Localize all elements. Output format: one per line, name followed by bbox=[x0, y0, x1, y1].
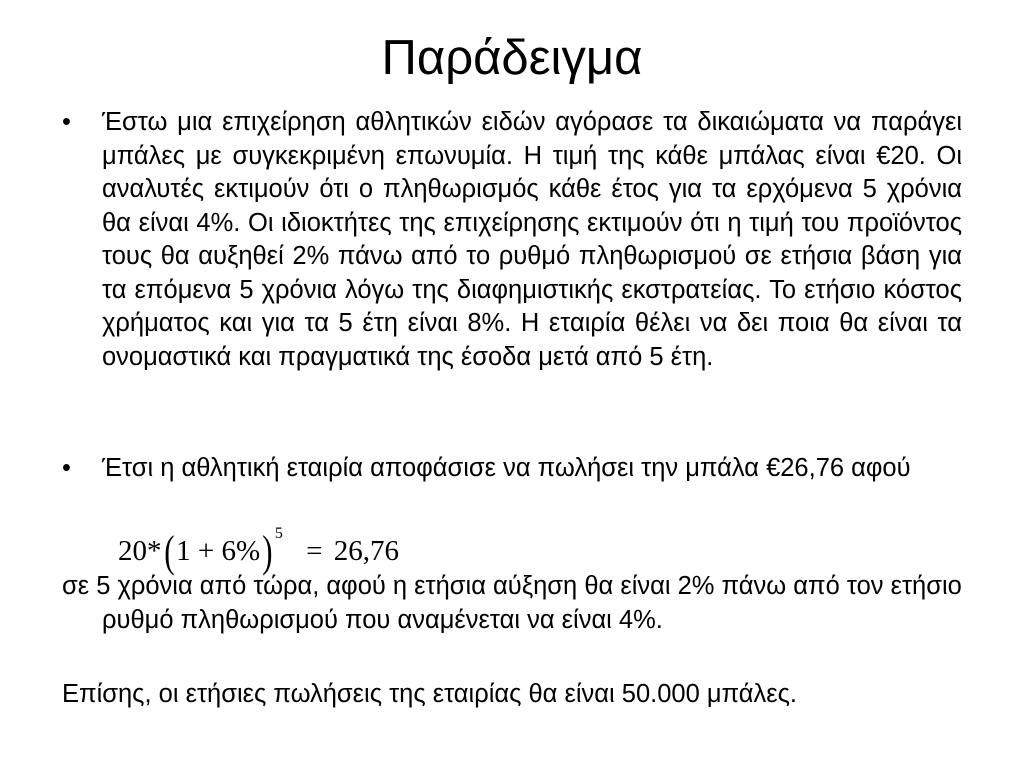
formula-times: * bbox=[147, 535, 162, 567]
continuation-text: σε 5 χρόνια από τώρα, αφού η ετήσια αύξηση θα είναι 2% πάνω από τον ετήσιο ρυθμό πληθωρισμού που αναμένεται να είναι 4%. bbox=[62, 572, 962, 634]
formula-exponent: 5 bbox=[274, 525, 283, 542]
bullet-icon: • bbox=[62, 108, 71, 136]
formula-equals: = bbox=[306, 535, 323, 567]
bullet-text-2: Έτσι η αθλητική εταιρία αποφάσισε να πωλήσει την μπάλα €26,76 αφού bbox=[102, 454, 911, 482]
bullet-icon: • bbox=[62, 454, 71, 482]
slide-title: Παράδειγμα bbox=[381, 31, 643, 85]
formula-open-paren: ( bbox=[163, 527, 174, 576]
formula-inner: 1 + 6% bbox=[176, 535, 261, 567]
closing-text: Επίσης, οι ετήσιες πωλήσεις της εταιρίας θα είναι 50.000 μπάλες. bbox=[62, 680, 798, 708]
bullet-item-1 bbox=[62, 106, 962, 374]
formula-close-paren: ) bbox=[262, 527, 273, 576]
bullet-text-1: Έστω μια επιχείρηση αθλητικών ειδών αγόρασε τα δικαιώματα να παράγει μπάλες με συγκεκριμένη επωνυμία. Η τιμή της κάθε μπάλας είναι €20. Οι αναλυτές εκτιμούν ότι ο πληθωρισμός κάθε έτος για τα ερχόμενα 5 χρόνια θα είναι 4%. Οι ιδιοκτήτες της επιχείρησης εκτιμούν ότι η τιμή του προϊόντος τους θα αυξηθεί 2% πάνω από το ρυθμό πληθωρισμού σε ετήσια βάση για τα επόμενα 5 χρόνια λόγω της διαφημιστικής εκστρατείας. Το ετήσιο κόστος χρήματος και για τα 5 έτη είναι 8%. Η εταιρία θέλει να δει ποια θα είναι τα ονομαστικά και πραγματικά της έσοδα μετά από 5 έτη. bbox=[102, 108, 962, 371]
formula-result: 26,76 bbox=[333, 535, 399, 567]
price-formula bbox=[118, 514, 399, 574]
bullet-item-2 bbox=[62, 452, 962, 486]
formula-base: 20 bbox=[118, 535, 147, 567]
